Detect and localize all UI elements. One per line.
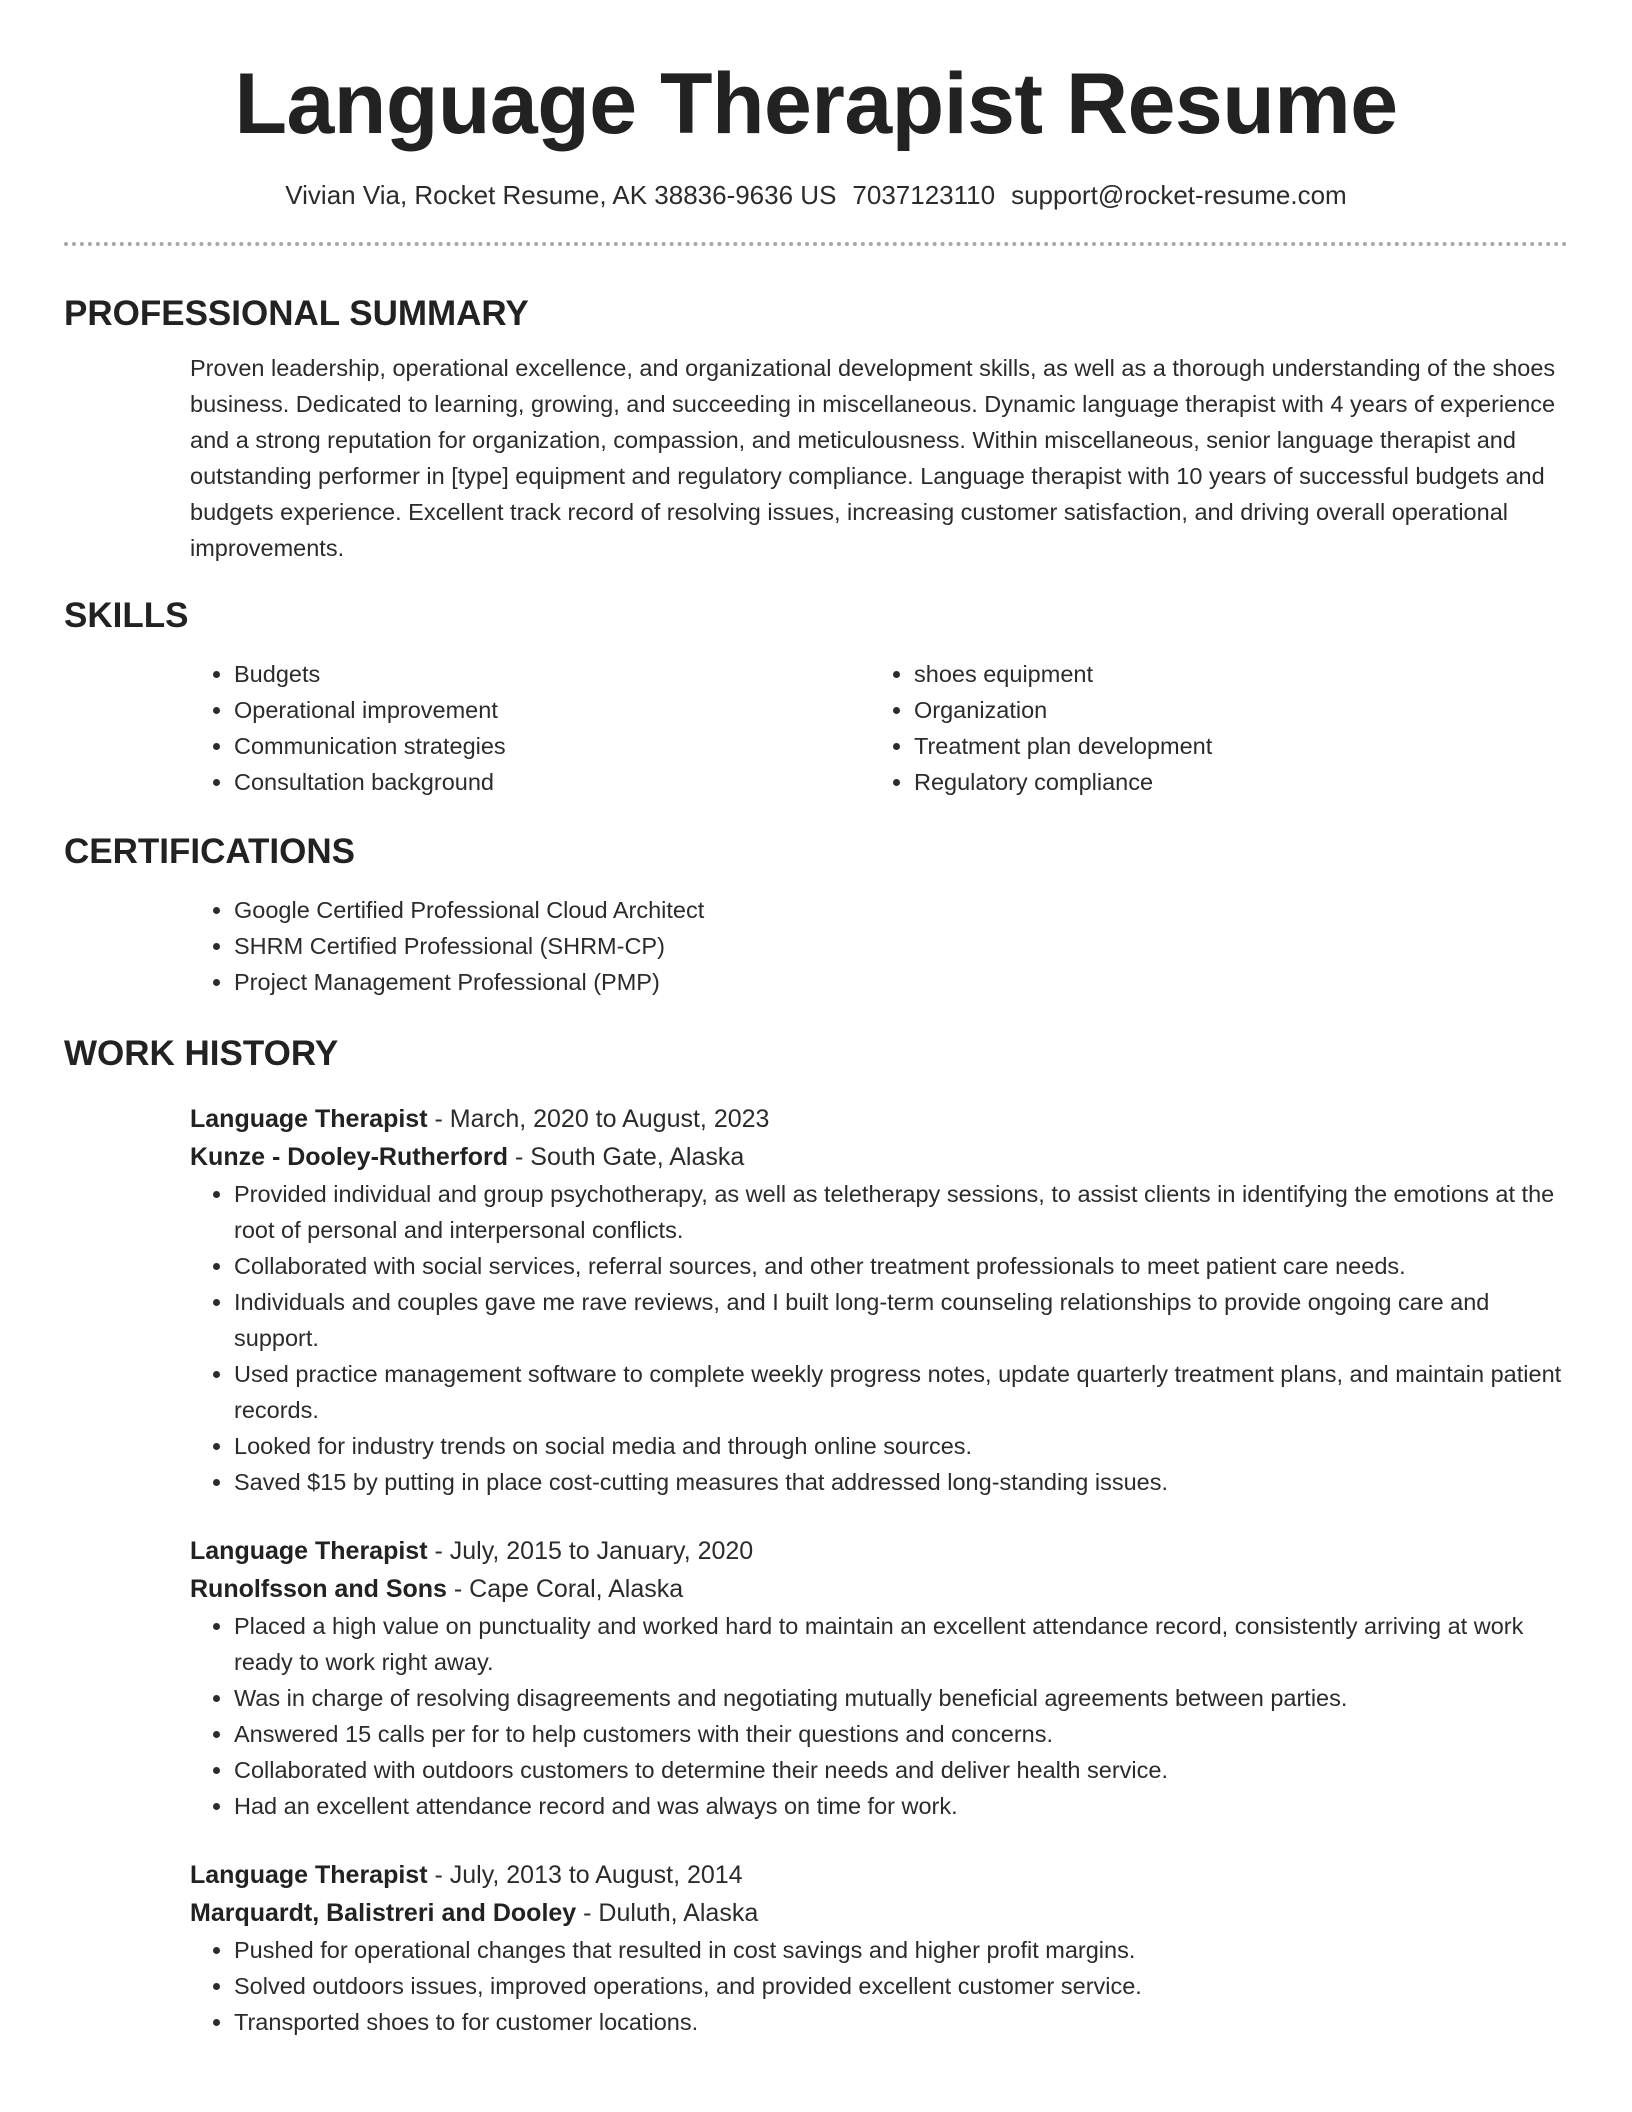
job-company-line [190,1894,1568,1932]
skill-item: • Communication strategies [234,728,870,764]
job-bullet: • Solved outdoors issues, improved operations, and provided excellent customer service. [234,1968,1568,2004]
job-title-line [190,1856,1568,1894]
job-bullet: • Collaborated with social services, referral sources, and other treatment professionals to meet patient care needs. [234,1248,1568,1284]
job-bullet: • Placed a high value on punctuality and worked hard to maintain an excellent attendance record, consistently arriving at work ready to work right away. [234,1608,1568,1680]
job-bullets [190,1176,1568,1500]
job-bullets [190,1932,1568,2040]
job-entry [190,1100,1568,1500]
skills-column-right [870,656,1550,800]
contact-phone: 7037123110 [852,180,996,210]
skills-heading: SKILLS [64,596,189,635]
job-location: - Duluth, Alaska [576,1899,759,1927]
resume-page [64,0,1568,2040]
header-divider [64,242,1568,246]
job-dates: - March, 2020 to August, 2023 [427,1105,770,1133]
certification-item: • SHRM Certified Professional (SHRM-CP) [234,928,1568,964]
job-bullet: • Provided individual and group psychotherapy, as well as teletherapy sessions, to assist clients in identifying the emotions at the root of personal and interpersonal conflicts. [234,1176,1568,1248]
job-bullet: • Answered 15 calls per for to help customers with their questions and concerns. [234,1716,1568,1752]
job-location: - Cape Coral, Alaska [446,1575,684,1603]
skill-item: • shoes equipment [914,656,1550,692]
contact-email: support@rocket-resume.com [1011,180,1347,210]
certifications-list [190,892,1568,1000]
job-location: - South Gate, Alaska [508,1143,745,1171]
job-bullet: • Had an excellent attendance record and was always on time for work. [234,1788,1568,1824]
job-bullet: • Transported shoes to for customer locations. [234,2004,1568,2040]
skills-column-left [190,656,870,800]
job-role: Language Therapist [190,1861,428,1889]
certification-item: • Project Management Professional (PMP) [234,964,1568,1000]
job-company: Marquardt, Balistreri and Dooley [190,1899,577,1927]
skill-item: • Regulatory compliance [914,764,1550,800]
job-bullet: • Looked for industry trends on social media and through online sources. [234,1428,1568,1464]
job-bullet: • Was in charge of resolving disagreements and negotiating mutually beneficial agreements between parties. [234,1680,1568,1716]
summary-heading: PROFESSIONAL SUMMARY [64,294,529,333]
job-company-line [190,1570,1568,1608]
contact-address: Vivian Via, Rocket Resume, AK 38836-9636 US [285,180,837,210]
certification-item: • Google Certified Professional Cloud Architect [234,892,1568,928]
contact-line [64,178,1568,212]
job-title-line [190,1100,1568,1138]
work-history-heading: WORK HISTORY [64,1034,339,1073]
job-entry [190,1856,1568,2040]
skill-item: • Budgets [234,656,870,692]
job-bullet: • Individuals and couples gave me rave reviews, and I built long-term counseling relationships to provide ongoing care and support. [234,1284,1568,1356]
job-bullets [190,1608,1568,1824]
summary-text: Proven leadership, operational excellence, and organizational development skills, as well as a thorough understanding of the shoes business. Dedicated to learning, growing, and succeeding in miscellaneous. Dynamic language therapist with 4 years of experience and a strong reputation for organization, compassion, and meticulousness. Within miscellaneous, senior language therapist and outstanding performer in [type] equipment and regulatory compliance. Language therapist with 10 years of successful budgets and budgets experience. Excellent track record of resolving issues, increasing customer satisfaction, and driving overall operational improvements. [190,355,1556,561]
job-entry [190,1532,1568,1824]
skill-item: • Treatment plan development [914,728,1550,764]
job-dates: - July, 2015 to January, 2020 [427,1537,754,1565]
job-bullet: • Saved $15 by putting in place cost-cutting measures that addressed long-standing issues. [234,1464,1568,1500]
job-company: Kunze - Dooley-Rutherford [190,1143,509,1171]
certifications-heading: CERTIFICATIONS [64,832,356,871]
job-dates: - July, 2013 to August, 2014 [427,1861,743,1889]
skill-item: • Consultation background [234,764,870,800]
job-role: Language Therapist [190,1105,428,1133]
job-company: Runolfsson and Sons [190,1575,447,1603]
job-bullet: • Pushed for operational changes that resulted in cost savings and higher profit margins. [234,1932,1568,1968]
resume-title: Language Therapist Resume [234,56,1398,152]
job-bullet: • Used practice management software to complete weekly progress notes, update quarterly treatment plans, and maintain patient records. [234,1356,1568,1428]
job-role: Language Therapist [190,1537,428,1565]
skills-grid [190,656,1568,800]
job-bullet: • Collaborated with outdoors customers to determine their needs and deliver health service. [234,1752,1568,1788]
job-company-line [190,1138,1568,1176]
skill-item: • Operational improvement [234,692,870,728]
skill-item: • Organization [914,692,1550,728]
job-title-line [190,1532,1568,1570]
